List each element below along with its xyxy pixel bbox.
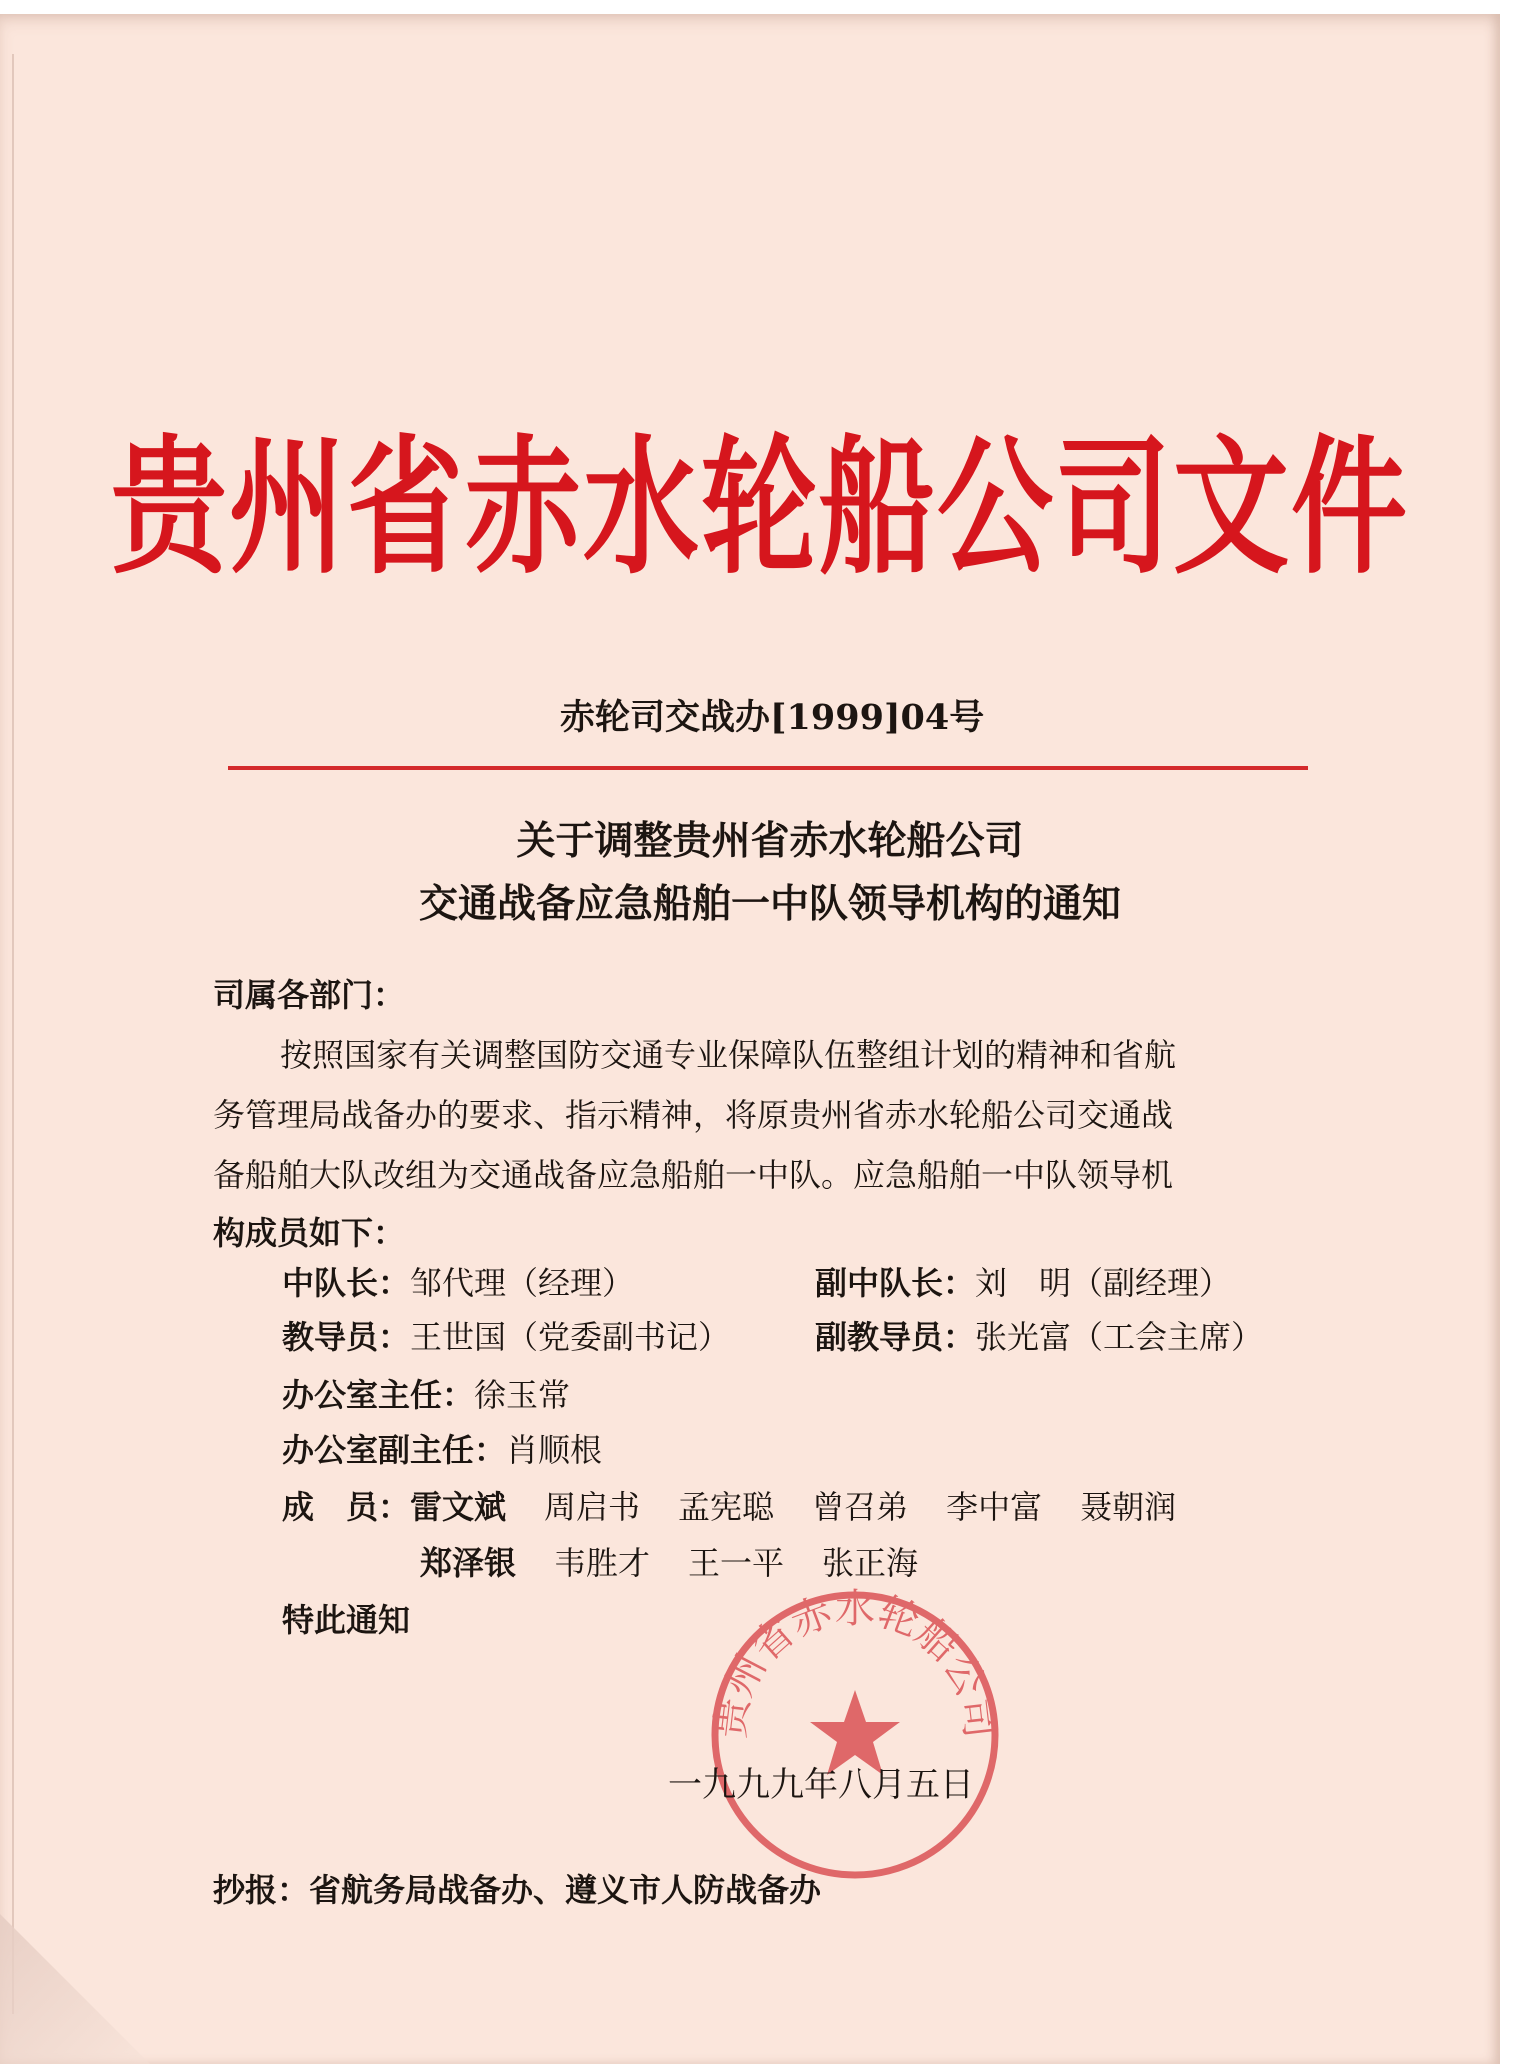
member-name: 韦胜才 xyxy=(554,1544,651,1582)
document-number: 赤轮司交战办[1999]04号 xyxy=(560,697,985,738)
body-line: 务管理局战备办的要求、指示精神，将原贵州省赤水轮船公司交通战 xyxy=(213,1096,1174,1134)
company-seal-stamp xyxy=(700,1580,1010,1890)
roster-office-director xyxy=(282,1370,570,1416)
roster-captain xyxy=(282,1258,634,1304)
person-name: 徐玉常 xyxy=(474,1376,571,1414)
roster-members-row-1 xyxy=(282,1482,1214,1528)
member-name: 雷文斌 xyxy=(410,1488,507,1526)
member-name: 聂朝润 xyxy=(1080,1488,1177,1526)
body-line: 按照国家有关调整国防交通专业保障队伍整组计划的精神和省航 xyxy=(280,1036,1177,1074)
person-name: 肖顺根 xyxy=(506,1431,603,1469)
member-name: 周启书 xyxy=(544,1488,641,1526)
roster-office-deputy xyxy=(282,1425,602,1471)
person-name: 刘 明（副经理） xyxy=(975,1264,1232,1302)
member-name: 郑泽银 xyxy=(420,1544,517,1582)
member-name: 王一平 xyxy=(688,1544,785,1582)
roster-vice-captain xyxy=(815,1258,1231,1304)
roster-instructor xyxy=(282,1312,730,1358)
roster-members-row-2 xyxy=(420,1538,956,1584)
role-label: 教导员： xyxy=(282,1318,411,1356)
member-name: 张正海 xyxy=(822,1544,919,1582)
paper-corner-fold xyxy=(0,1914,150,2064)
document-date: 一九九九年八月五日 xyxy=(668,1765,974,1805)
member-name: 李中富 xyxy=(946,1488,1043,1526)
cc-label: 抄报： xyxy=(213,1871,310,1909)
role-label: 中队长： xyxy=(282,1264,411,1302)
person-name: 王世国（党委副书记） xyxy=(410,1318,731,1356)
member-name: 孟宪聪 xyxy=(678,1488,775,1526)
member-name: 曾召弟 xyxy=(812,1488,909,1526)
seal-text: 贵州省赤水轮船公司 xyxy=(707,1586,1003,1741)
closing-phrase: 特此通知 xyxy=(282,1601,411,1639)
cc-line xyxy=(213,1865,821,1911)
cc-recipients: 省航务局战备办、遵义市人防战备办 xyxy=(309,1871,822,1909)
role-label: 成 员： xyxy=(282,1488,411,1526)
body-line: 构成员如下： xyxy=(213,1214,406,1252)
person-name: 张光富（工会主席） xyxy=(975,1318,1264,1356)
roster-vice-instructor xyxy=(815,1312,1263,1358)
notice-title-line-1: 关于调整贵州省赤水轮船公司 xyxy=(516,819,1024,864)
body-line: 备船舶大队改组为交通战备应急船舶一中队。应急船舶一中队领导机 xyxy=(213,1156,1174,1194)
paper-fold-line xyxy=(12,54,14,2014)
person-name: 邹代理（经理） xyxy=(410,1264,635,1302)
salutation: 司属各部门： xyxy=(213,976,406,1014)
notice-title-line-2: 交通战备应急船舶一中队领导机构的通知 xyxy=(418,882,1121,927)
role-label: 办公室主任： xyxy=(282,1376,475,1414)
red-divider-rule xyxy=(228,766,1308,770)
role-label: 副中队长： xyxy=(815,1264,976,1302)
role-label: 办公室副主任： xyxy=(282,1431,507,1469)
role-label: 副教导员： xyxy=(815,1318,976,1356)
masthead-title: 贵州省赤水轮船公司文件 xyxy=(111,421,1409,595)
